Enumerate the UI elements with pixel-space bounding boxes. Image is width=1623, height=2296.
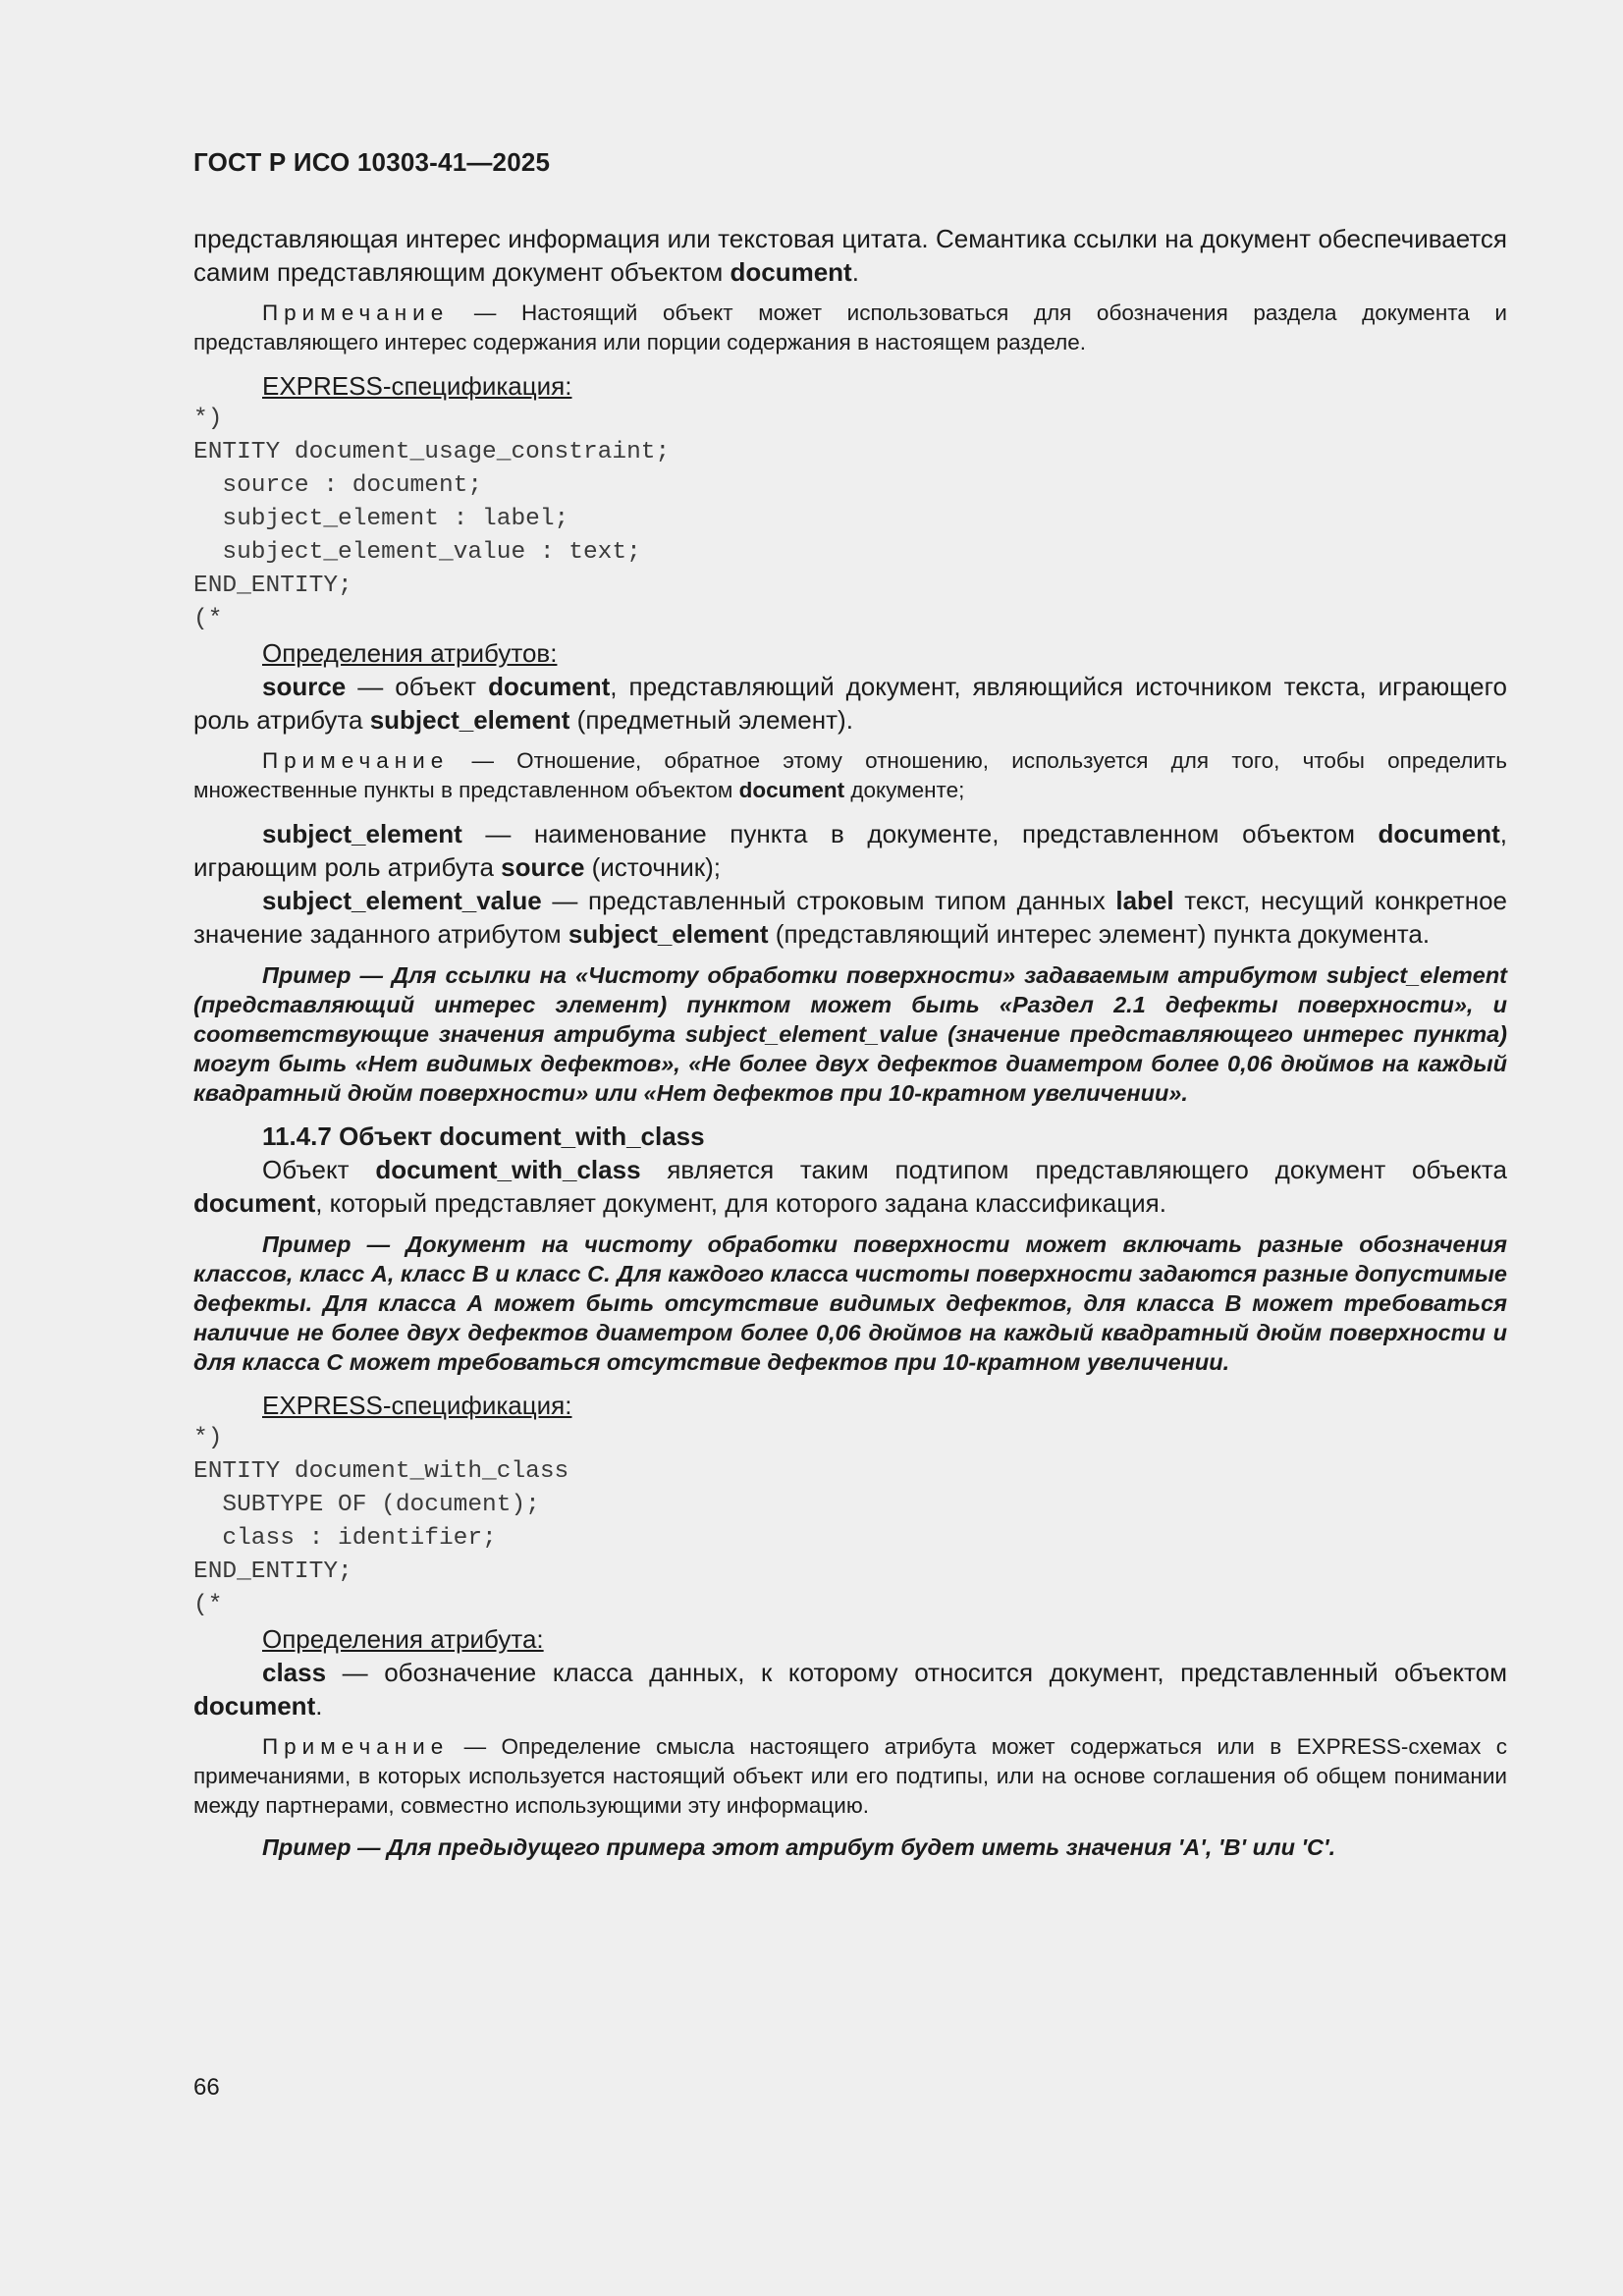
section-heading: 11.4.7 Объект document_with_class — [262, 1121, 705, 1151]
term: document — [193, 1691, 316, 1721]
attribute-definitions-heading: Определения атрибутов: — [262, 638, 558, 668]
text: — представленный строковым типом данных — [541, 886, 1116, 915]
text: — объект — [346, 672, 489, 701]
text: — обозначение класса данных, к которому относится документ, представленный объектом — [326, 1658, 1507, 1687]
note-2 — [193, 746, 1507, 805]
section-paragraph — [193, 1153, 1507, 1220]
note-label: Примечание — [262, 301, 450, 325]
text: (предметный элемент). — [569, 705, 853, 735]
term: document — [193, 1188, 316, 1218]
note-1 — [193, 299, 1507, 357]
term: subject_element — [369, 705, 570, 735]
term: document_with_class — [375, 1155, 641, 1184]
term: subject_element — [568, 919, 769, 949]
term: source — [501, 852, 585, 882]
text: , представляющий документ, являющийся источником текста, играющего роль атрибута — [193, 672, 1507, 735]
term: document — [738, 778, 845, 802]
term: document — [488, 672, 611, 701]
express-spec-heading: EXPRESS-спецификация: — [262, 1391, 572, 1420]
attribute-class — [193, 1656, 1507, 1722]
text: (источник); — [584, 852, 722, 882]
express-code-block: *) ENTITY document_usage_constraint; source : document; subject_element : label; subject_element_value : text; END_ENTITY; (* — [193, 406, 671, 632]
note-label: Примечание — [262, 1734, 450, 1759]
note-text: документе; — [844, 778, 965, 802]
note-text: — Определение смысла настоящего атрибута может содержаться или в EXPRESS-схемах с примечаниями, в которых используется настоящий объект или его подтипы, или на основе соглашения об общем понимании между партнерами, совместно использующими эту информацию. — [193, 1734, 1507, 1818]
text: — наименование пункта в документе, представленном объектом — [461, 819, 1379, 848]
paragraph-intro — [193, 222, 1507, 289]
term: document — [730, 257, 852, 287]
page-content — [193, 222, 1507, 1874]
attribute-name: source — [262, 672, 347, 701]
attribute-subject-element-value — [193, 884, 1507, 951]
attribute-name: class — [262, 1658, 327, 1687]
attribute-name: subject_element — [262, 819, 462, 848]
text: представляющая интерес информация или текстовая цитата. Семантика ссылки на документ обеспечивается самим представляющим документ объектом — [193, 224, 1507, 287]
text: . — [851, 257, 859, 287]
example-2: Пример — Документ на чистоту обработки поверхности может включать разные обозначения классов, класс А, класс В и класс С. Для каждого класса чистоты поверхности задаются разные допустимые дефекты. Для класса А может быть отсутствие видимых дефектов, для класса В может требоваться наличие не более двух дефектов диаметром более 0,06 дюймов на каждый квадратный дюйм поверхности и для класса С может требоваться отсутствие дефектов при 10-кратном увеличении. — [193, 1231, 1507, 1375]
attribute-subject-element — [193, 817, 1507, 884]
text: является таким подтипом представляющего документ объекта — [640, 1155, 1507, 1184]
text: . — [315, 1691, 323, 1721]
note-3 — [193, 1732, 1507, 1821]
page-number: 66 — [193, 2074, 220, 2101]
text: Объект — [262, 1155, 376, 1184]
text: , который представляет документ, для которого задана классификация. — [315, 1188, 1166, 1218]
term: label — [1115, 886, 1174, 915]
example-3: Пример — Для предыдущего примера этот атрибут будет иметь значения 'А', 'В' или 'С'. — [262, 1834, 1336, 1860]
attribute-name: subject_element_value — [262, 886, 542, 915]
attribute-definition-heading: Определения атрибута: — [262, 1624, 544, 1654]
text: (представляющий интерес элемент) пункта документа. — [768, 919, 1431, 949]
attribute-source — [193, 670, 1507, 737]
text: текст, несущий конкретное значение заданного атрибутом — [193, 886, 1507, 949]
express-spec-heading: EXPRESS-спецификация: — [262, 371, 572, 401]
text: , играющим роль атрибута — [193, 819, 1507, 882]
term: document — [1378, 819, 1500, 848]
note-text: — Настоящий объект может использоваться для обозначения раздела документа и представляющего интерес содержания или порции содержания в настоящем разделе. — [193, 301, 1507, 355]
express-code-block: *) ENTITY document_with_class SUBTYPE OF (document); class : identifier; END_ENTITY; (* — [193, 1425, 569, 1618]
note-text: — Отношение, обратное этому отношению, используется для того, чтобы определить множественные пункты в представленном объектом — [193, 748, 1507, 802]
page-header: ГОСТ Р ИСО 10303-41—2025 — [193, 147, 551, 177]
note-label: Примечание — [262, 748, 450, 773]
example-1: Пример — Для ссылки на «Чистоту обработки поверхности» задаваемым атрибутом subject_element (представляющий интерес элемент) пунктом может быть «Раздел 2.1 дефекты поверхности», и соответствующие значения атрибута subject_element_value (значение представляющего интерес пункта) могут быть «Нет видимых дефектов», «Не более двух дефектов диаметром более 0,06 дюймов на каждый квадратный дюйм поверхности» или «Нет дефектов при 10-кратном увеличении». — [193, 962, 1507, 1106]
